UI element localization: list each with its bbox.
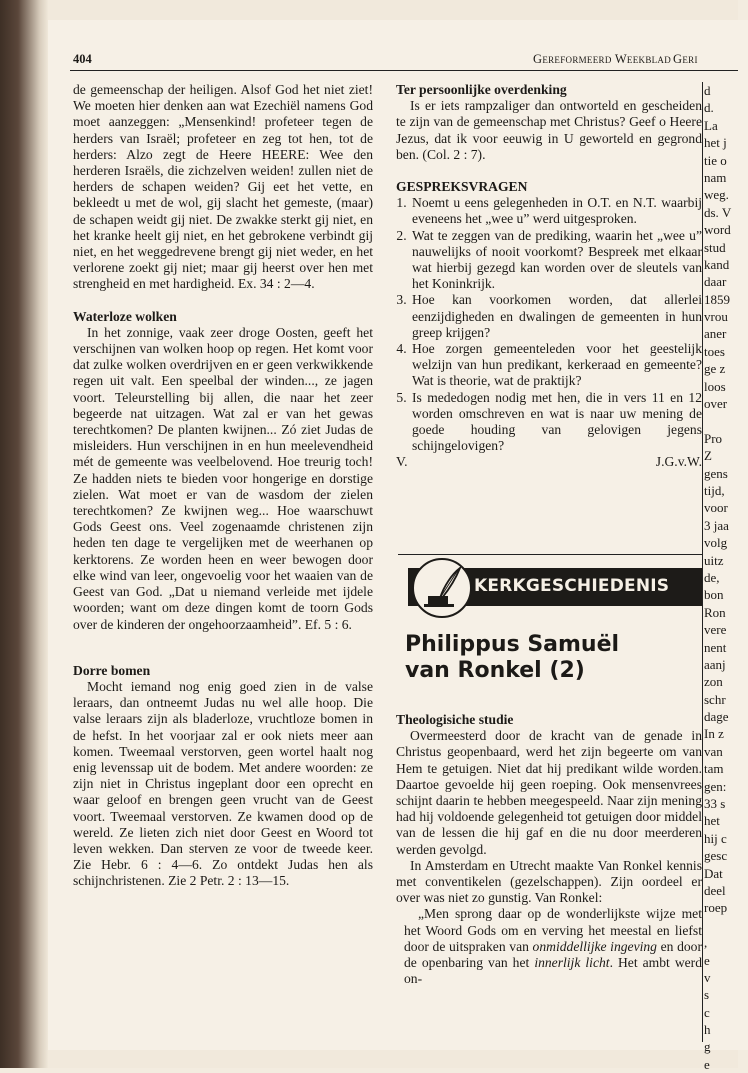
next-page-fragment bbox=[704, 412, 740, 429]
next-page-fragment: toes bbox=[704, 343, 725, 359]
heading-gespreksvragen: GESPREKSVRAGEN bbox=[396, 179, 528, 195]
quill-inkpot-icon bbox=[412, 558, 472, 618]
article-title-line2: van Ronkel (2) bbox=[405, 658, 585, 683]
next-page-fragment: het j bbox=[704, 135, 727, 151]
heading-waterloze-wolken: Waterloze wolken bbox=[73, 308, 177, 324]
quill-icon bbox=[414, 560, 470, 616]
next-page-fragment: dage bbox=[704, 709, 729, 725]
question-item: 3. Hoe kan voorkomen worden, dat allerlei eenzijdigheden en dwalingen de gemeenten in hun greep krijgen? bbox=[410, 292, 702, 341]
next-page-fragment: Z bbox=[704, 448, 712, 464]
next-page-fragment: ds. V bbox=[704, 204, 732, 220]
next-page-fragment: volg bbox=[704, 535, 728, 551]
quote-text: en door de openbaring van het bbox=[404, 938, 702, 971]
next-page-fragment: hij c bbox=[704, 830, 727, 846]
next-page-fragment: vere bbox=[704, 622, 727, 638]
next-page-fragment: gen: bbox=[704, 778, 727, 794]
paragraph-dorre-bomen: Mocht iemand nog enig goed zien in de valse leraars, dan ontneemt Judas nu wel alle hoop. Die valse leraars zijn als bladerloze, vruchtloze bomen in de hefst. In het voorjaar zal er ook niets meer aan komen. Tweemaal verstorven, geen wortel haalt nog enig levenssap uit de bodem. Met andere woorden: ze zijn niet in Christus ingeplant door een oprecht en waar geloof en brengen geen vrucht van de Geest voort. Tweemaal verstorven. Ze kwamen dood op de wereld. Ze lieten zich niet door Geest en Woord tot leven wekken. Dan sterven ze voor de tweede keer. Zie Hebr. 6 : 4—6. Zo ontdekt Judas hen als schijnchristenen. Zie 2 Petr. 2 : 13—15. bbox=[73, 678, 373, 889]
signature-line bbox=[396, 454, 702, 470]
next-page-fragment: aanj bbox=[704, 656, 726, 672]
question-item: 1. Noemt u eens gelegenheden in O.T. en N.T. waarbij eveneens het „wee u” werd uitgesproken. bbox=[410, 195, 702, 227]
next-page-fragment: gens bbox=[704, 465, 728, 481]
next-page-fragment: 3 jaa bbox=[704, 517, 729, 533]
next-page-fragment: zon bbox=[704, 674, 723, 690]
question-item: 2. Wat te zeggen van de prediking, waarin het „wee u” nauwelijks of nooit voorkomt? Bespreek met elkaar wat hierbij gezegd kan worden over de sleutels van het Koninkrijk. bbox=[410, 228, 702, 293]
next-page-fragment: over bbox=[704, 396, 728, 412]
next-page-fragment: Pro bbox=[704, 430, 723, 446]
next-page-fragment: 1859 bbox=[704, 291, 730, 307]
quote-emphasis: innerlijk licht bbox=[534, 955, 610, 971]
paragraph-waterloze-wolken: In het zonnige, vaak zeer droge Oosten, geeft het verschijnen van wolken hoop op regen. Het komt voor dat zulke wolken overdrijven en er geen verkwikkende regen uit valt. Een speelbal der winden..., ze jagen voort. Teleurstelling bij allen, die naar het zeer begeerde nat uitzagen. Wat zal er van het gewas terechtkomen? De planten kwijnen... Zó ziet Judas de misleiders. Hun verschijnen in en hun meelevendheid mét de gemeente was veelbelovend. Hoe treurig toch! Ze hadden niets te bieden voor hongerige en dorstige zielen. Wat moet er van de wasdom der zielen terechtkomen? Ze kwijnen weg... Hoe waarschuwt Gods Geest ons. Veel zogenaamde christenen zijn heden ten dage te vergelijken met de weerhanen op kerktorens. Ze worden heen en weer bewogen door elke wind van leer, ongevoelig voor het waaien van de Geest van God. „Dat u niemand verleide met ijdele woorden; want om deze dingen komt de toorn Gods over de kinderen der ongehoorzaamheid”. Ef. 5 : 6. bbox=[73, 324, 373, 632]
next-page-fragment: de, bbox=[704, 569, 720, 585]
next-page-fragment: bon bbox=[704, 587, 724, 603]
next-page-fragment: kand bbox=[704, 256, 730, 272]
next-page-fragment: e bbox=[704, 1056, 710, 1072]
next-page-fragment: uitz bbox=[704, 552, 724, 568]
column-right-top bbox=[396, 82, 702, 471]
next-page-fragment: nent bbox=[704, 639, 727, 655]
next-page-fragment: In z bbox=[704, 726, 724, 742]
paragraph-studie: Overmeesterd door de kracht van de genade in Christus geopenbaard, werd het zijn begeerte om van Hem te getuigen. Niet dat hij predikant wilde worden. Daartoe gevoelde hij geen roeping. Ook mensenvrees schijnt daarin te hebben meegespeeld. Naar zijn mening had hij voldoende gelegenheid tot getuigen door middel van de lessen die hij gaf en die nu door meerderen werden gevolgd. bbox=[396, 728, 702, 857]
journal-title bbox=[533, 52, 698, 67]
next-page-fragment: d. bbox=[704, 100, 714, 116]
next-page-fragment: daar bbox=[704, 274, 727, 290]
article-title bbox=[405, 632, 705, 684]
quote-text: „Men sprong daar op de wonderlijkste wijze met het Woord Gods om en verving het meestal en liefst door de uitspraken van bbox=[404, 906, 702, 954]
next-page-edge-strip bbox=[702, 82, 740, 1072]
next-page-fragment: het bbox=[704, 813, 720, 829]
next-page-fragment: La bbox=[704, 117, 718, 133]
journal-title-text: Gereformeerd Weekblad bbox=[533, 52, 672, 66]
next-page-fragment: Dat bbox=[704, 865, 723, 881]
article-title-line1: Philippus Samuël bbox=[405, 632, 620, 657]
next-page-fragment: tijd, bbox=[704, 482, 725, 498]
banner-label: KERKGESCHIEDENIS bbox=[474, 576, 670, 596]
next-page-fragment: e bbox=[704, 952, 710, 968]
book-spine-shadow bbox=[0, 0, 48, 1068]
signature-author: J.G.v.W. bbox=[655, 454, 702, 470]
next-page-fragment: roep bbox=[704, 900, 728, 916]
question-item: 4. Hoe zorgen gemeenteleden voor het geestelijk welzijn van hun predikant, kerkeraad en gemeente? Wat is theorie, wat de praktijk? bbox=[410, 341, 702, 390]
next-page-header-fragment: Geri bbox=[673, 52, 698, 66]
signature-left: V. bbox=[396, 454, 408, 470]
next-page-fragment: aner bbox=[704, 326, 727, 342]
heading-overdenking: Ter persoonlijke overdenking bbox=[396, 82, 567, 97]
running-header bbox=[73, 52, 738, 70]
next-page-fragment: tie o bbox=[704, 152, 727, 168]
next-page-fragment: stud bbox=[704, 239, 726, 255]
next-page-fragment: nam bbox=[704, 169, 727, 185]
next-page-fragment: d bbox=[704, 83, 711, 98]
next-page-fragment: h bbox=[704, 1022, 711, 1038]
next-page-fragment: loos bbox=[704, 378, 726, 394]
next-page-fragment: schr bbox=[704, 691, 726, 707]
next-page-fragment: van bbox=[704, 743, 723, 759]
next-page-fragment: , bbox=[704, 935, 708, 951]
next-page-fragment: vrou bbox=[704, 309, 728, 325]
next-page-fragment bbox=[704, 917, 740, 934]
next-page-fragment: s bbox=[704, 987, 710, 1003]
section-banner bbox=[398, 554, 702, 614]
question-item: 5. Is mededogen nodig met hen, die in vers 11 en 12 worden omschreven en wat is naar uw mening de goede houding van gelovigen jegens schijngelovigen? bbox=[410, 390, 702, 455]
next-page-fragment: deel bbox=[704, 882, 726, 898]
quote-emphasis: onmiddellijke ingeving bbox=[532, 938, 657, 954]
next-page-fragment: 33 s bbox=[704, 796, 726, 812]
paragraph-quote bbox=[396, 906, 702, 987]
next-page-fragment: voor bbox=[704, 500, 728, 516]
quote-text: . Het ambt werd on- bbox=[404, 955, 703, 987]
paragraph-ezechiel: de gemeenschap der heiligen. Alsof God het niet ziet! We moeten hier denken aan wat Ezechiël namens God moet aanzeggen: „Mensenkind! profeteer tegen de herders van Israël; profeteer en zeg tot hen, tot de herders: Alzo zegt de Heere HEERE: Wee den herderen Israëls, die zichzelven weiden! zullen niet de herders de schapen weiden? Gij eet het vette, en bekleedt u met de wol, gij slacht het gemeste, (maar) de schapen weidt gij niet. De zwakke sterkt gij niet, en het kranke heelt gij niet, en het gebrokene verbindt gij niet, en het weggedrevene brengt gij niet weder, en het verlorene zoekt gij niet; maar gij heerst over hen met strengheid en met hardigheid. Ex. 34 : 2—4. bbox=[73, 82, 373, 292]
header-rule bbox=[70, 70, 738, 71]
column-left bbox=[73, 82, 373, 890]
next-page-fragment: gesc bbox=[704, 848, 728, 864]
next-page-fragment: word bbox=[704, 222, 731, 238]
next-page-fragment: c bbox=[704, 1004, 710, 1020]
question-list bbox=[396, 195, 702, 454]
next-page-fragment: weg. bbox=[704, 187, 729, 203]
page-number: 404 bbox=[73, 52, 92, 66]
heading-dorre-bomen: Dorre bomen bbox=[73, 662, 151, 678]
next-page-fragment: tam bbox=[704, 761, 724, 777]
next-page-fragment: Ron bbox=[704, 604, 726, 620]
banner-top-rule bbox=[398, 554, 702, 555]
paragraph-amsterdam: In Amsterdam en Utrecht maakte Van Ronkel kennis met conventikelen (gezelschappen). Zijn oordeel er over was niet zo gunstig. Van Ronkel: bbox=[396, 857, 702, 906]
next-page-fragment: g bbox=[704, 1039, 711, 1055]
heading-theologische-studie: Theologisiche studie bbox=[396, 712, 514, 727]
next-page-fragment: ge z bbox=[704, 361, 726, 377]
column-article bbox=[396, 712, 702, 987]
paragraph-overdenking: Is er iets rampzaliger dan ontworteld en gescheiden te zijn van de gemeenschap met Christus? Geef o Heere Jezus, dat ik voor eeuwig in U geworteld en gegrond ben. (Col. 2 : 7). bbox=[396, 98, 702, 162]
next-page-fragment: v bbox=[704, 969, 711, 985]
